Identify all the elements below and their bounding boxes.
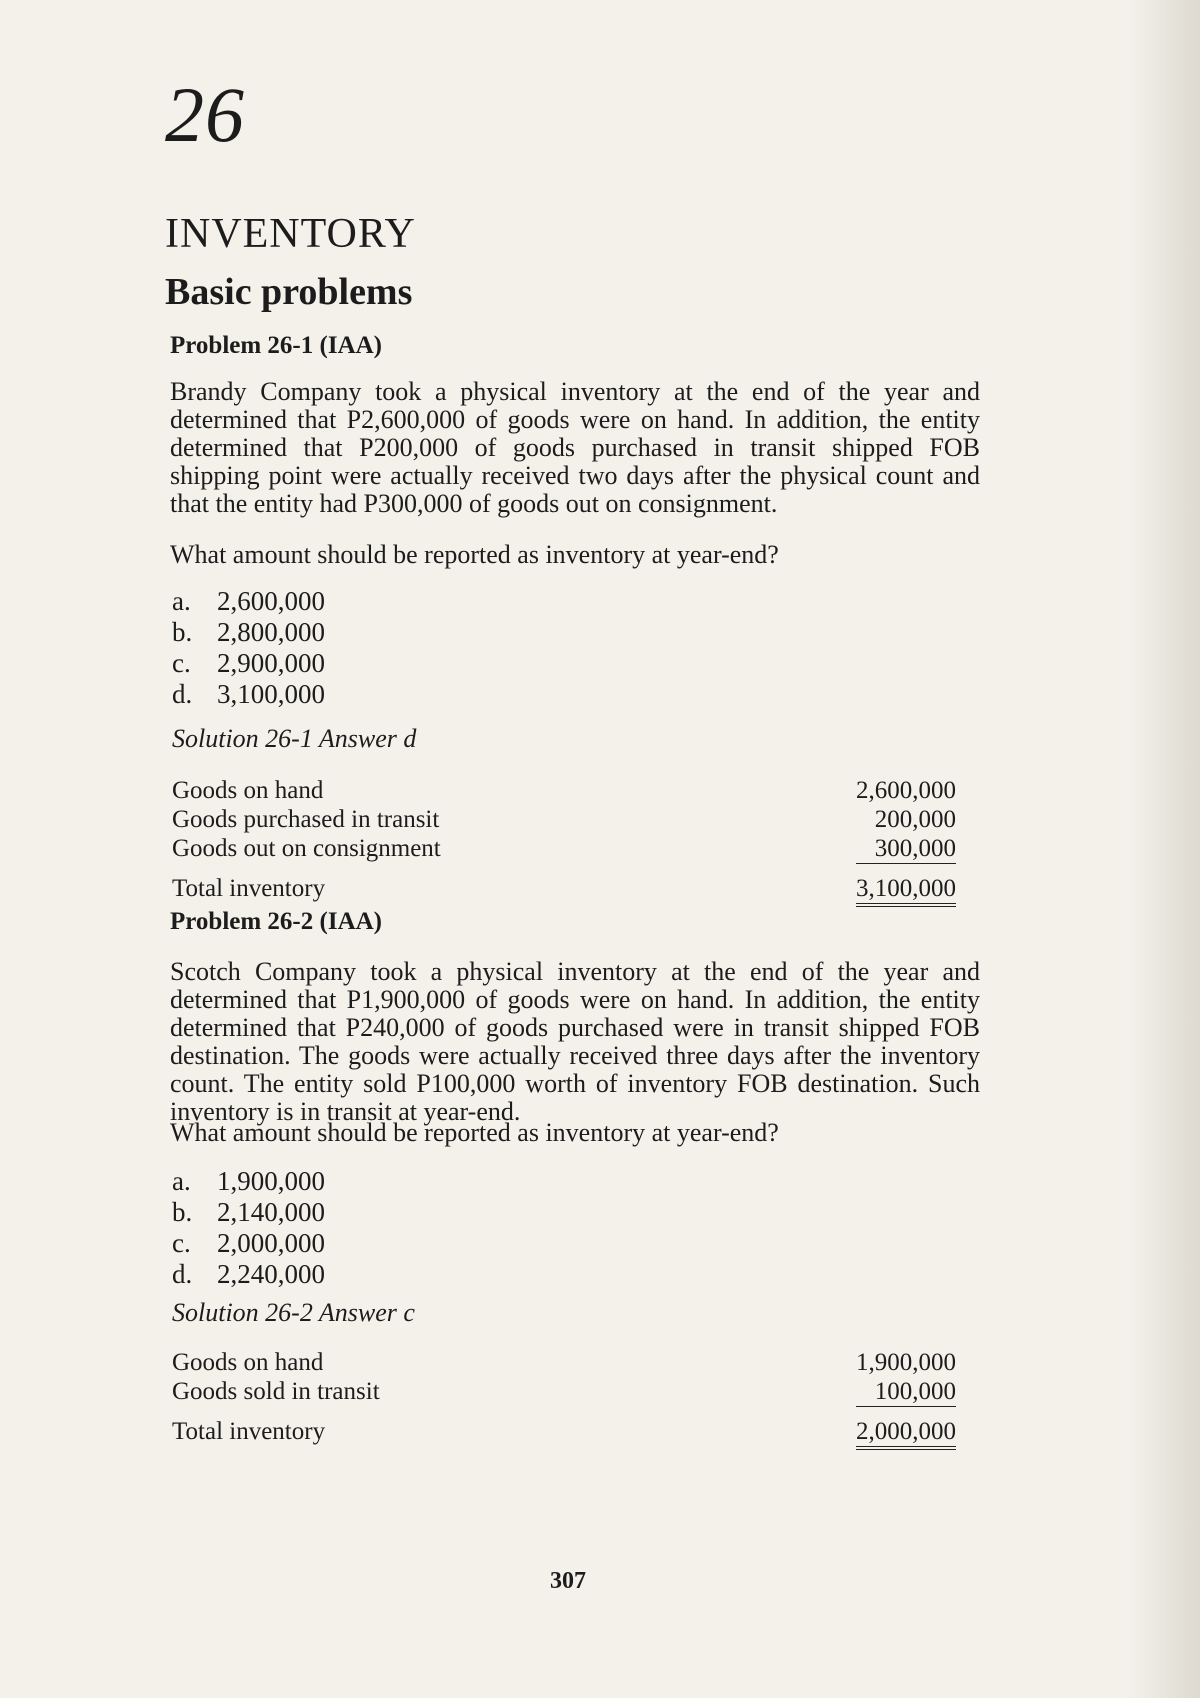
page-shadow: [1130, 0, 1200, 1698]
problem-2-heading: Problem 26-2 (IAA): [170, 908, 382, 935]
table-row: Goods on hand 2,600,000: [172, 777, 956, 804]
solution-1-heading: Solution 26-1 Answer d: [172, 724, 417, 753]
total-row: Total inventory 3,100,000: [172, 874, 956, 907]
option-c: c. 2,900,000: [172, 648, 325, 678]
solution-1-table: [172, 776, 956, 907]
problem-2-question: What amount should be reported as inventory at year-end?: [170, 1118, 779, 1147]
chapter-subtitle: Basic problems: [165, 271, 413, 313]
option-c: c. 2,000,000: [172, 1228, 325, 1258]
option-b: b. 2,800,000: [172, 617, 325, 647]
solution-2-table: [172, 1348, 956, 1450]
option-a: a. 1,900,000: [172, 1166, 325, 1196]
table-row: Goods on hand 1,900,000: [172, 1349, 956, 1376]
problem-2-options: [172, 1166, 325, 1290]
table-row: Goods out on consignment 300,000: [172, 835, 956, 862]
option-b: b. 2,140,000: [172, 1197, 325, 1227]
table-row: Goods sold in transit 100,000: [172, 1378, 956, 1405]
option-d: d. 3,100,000: [172, 679, 325, 709]
solution-2-heading: Solution 26-2 Answer c: [172, 1298, 415, 1327]
chapter-number: 26: [165, 71, 245, 158]
table-row: Goods purchased in transit 200,000: [172, 806, 956, 833]
problem-2-text: Scotch Company took a physical inventory at the end of the year and determined that P1,900,000 of goods were on hand. In addition, the entity determined that P240,000 of goods purchased were in transit shipped FOB destination. The goods were actually received three days after the inventory count. The entity sold P100,000 worth of inventory FOB destination. Such inventory is in transit at year-end.: [170, 957, 980, 1126]
option-a: a. 2,600,000: [172, 586, 325, 616]
chapter-title: INVENTORY: [165, 211, 416, 257]
problem-1-text: Brandy Company took a physical inventory at the end of the year and determined that P2,600,000 of goods were on hand. In addition, the entity determined that P200,000 of goods purchased in transit shipped FOB shipping point were actually received two days after the physical count and that the entity had P300,000 of goods out on consignment.: [170, 377, 980, 518]
option-d: d. 2,240,000: [172, 1259, 325, 1289]
problem-1-options: [172, 586, 325, 710]
problem-1-heading: Problem 26-1 (IAA): [170, 332, 382, 359]
total-row: Total inventory 2,000,000: [172, 1417, 956, 1450]
problem-1-question: What amount should be reported as inventory at year-end?: [170, 540, 779, 569]
page-number: 307: [550, 1568, 586, 1594]
